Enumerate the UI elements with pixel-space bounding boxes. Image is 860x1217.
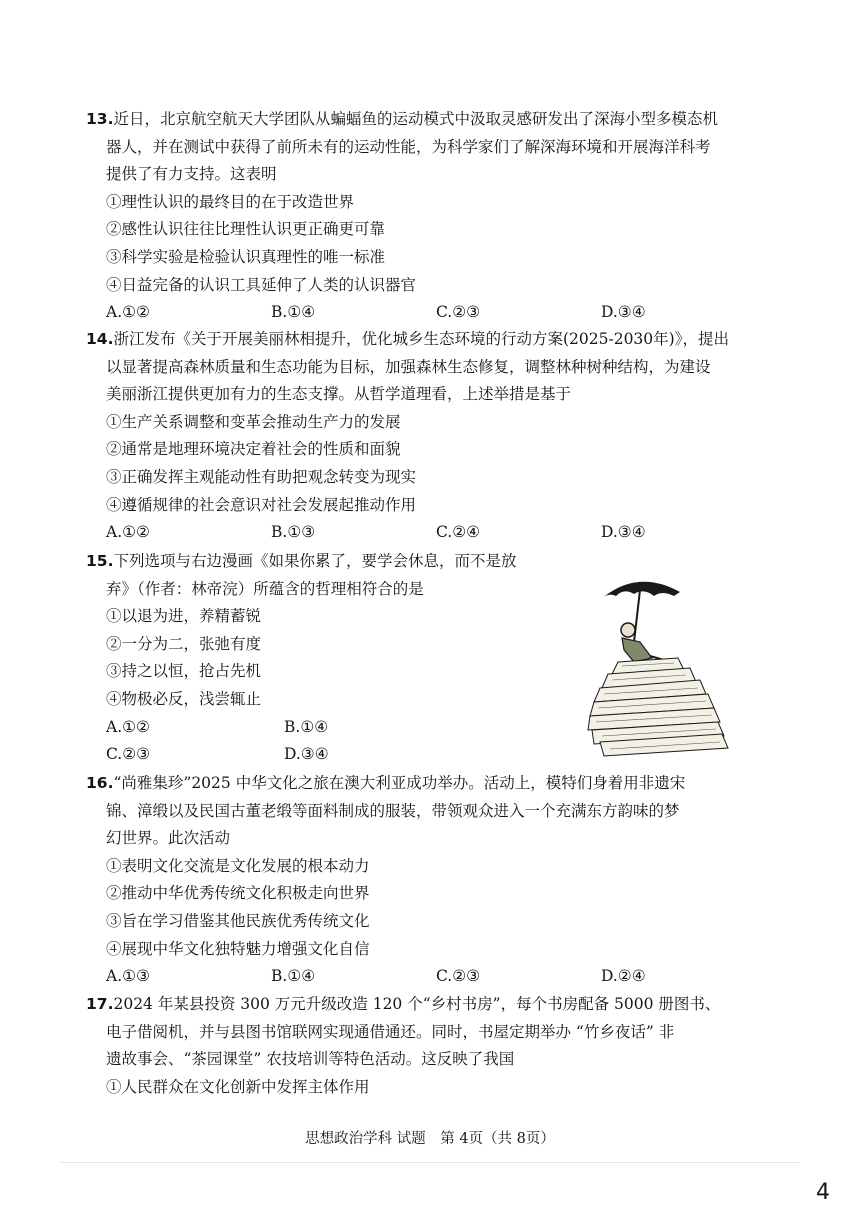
option-c[interactable]: C.②③ (106, 745, 151, 764)
question-stem: 13.近日，北京航空航天大学团队从蝙蝠鱼的运动模式中汲取灵感研发出了深海小型多模态机 器人，并在测试中获得了前所未有的运动性能，为科学家们了解深海环境和开展海洋科考 提供了有力支持。这表明 (86, 110, 718, 184)
statement-1: ①人民群众在文化创新中发挥主体作用 (106, 1077, 370, 1096)
option-a[interactable]: A.①② (106, 717, 150, 736)
statement-4: ④展现中华文化独特魅力增强文化自信 (106, 939, 370, 958)
statement-3: ③旨在学习借鉴其他民族优秀传统文化 (106, 911, 370, 930)
option-d[interactable]: D.③④ (284, 745, 329, 764)
question-number: 17. (86, 995, 114, 1013)
answer-options (86, 519, 766, 547)
question-15 (86, 548, 566, 769)
option-a[interactable]: A.①② (106, 523, 150, 542)
answer-options-row-2 (86, 741, 566, 769)
option-b[interactable]: B.①④ (284, 717, 329, 736)
statement-4: ④物极必反，浅尝辄止 (106, 689, 262, 708)
statement-3: ③正确发挥主观能动性有助把观念转变为现实 (106, 467, 417, 486)
statement-3: ③持之以恒，抢占先机 (106, 662, 262, 681)
option-d[interactable]: D.②④ (601, 967, 646, 986)
question-16 (86, 770, 766, 991)
question-stem: 15.下列选项与右边漫画《如果你累了，要学会休息，而不是放 弃》（作者：林帝浣）所蕴含的哲理相符合的是 (86, 552, 517, 598)
divider (60, 1162, 800, 1163)
statement-1: ①以退为进，养精蓄锐 (106, 607, 262, 626)
statement-4: ④遵循规律的社会意识对社会发展起推动作用 (106, 495, 417, 514)
cartoon-illustration (582, 570, 732, 760)
statement-2: ②通常是地理环境决定着社会的性质和面貌 (106, 440, 401, 459)
option-b[interactable]: B.①④ (271, 967, 316, 986)
option-c[interactable]: C.②③ (436, 967, 481, 986)
option-d[interactable]: D.③④ (601, 523, 646, 542)
answer-options (86, 299, 766, 327)
option-a[interactable]: A.①③ (106, 967, 150, 986)
option-c[interactable]: C.②④ (436, 523, 481, 542)
statement-2: ②推动中华优秀传统文化积极走向世界 (106, 884, 370, 903)
question-stem: 14.浙江发布《关于开展美丽林相提升，优化城乡生态环境的行动方案(2025-2030年)》，提出 以显著提高森林质量和生态功能为目标，加强森林生态修复，调整林种树种结构，为建设 美丽浙江提供更加有力的生态支撑。从哲学道理看，上述举措是基于 (86, 330, 729, 404)
option-a[interactable]: A.①② (106, 303, 150, 322)
page-footer: 思想政治学科 试题 第 4页（共 8页） (305, 1131, 555, 1147)
question-number: 16. (86, 774, 114, 792)
statement-3: ③科学实验是检验认识真理性的唯一标准 (106, 247, 386, 266)
statement-1: ①理性认识的最终目的在于改造世界 (106, 192, 355, 211)
option-b[interactable]: B.①③ (271, 523, 316, 542)
question-stem: 16.“尚雅集珍”2025 中华文化之旅在澳大利亚成功举办。活动上，模特们身着用非遗宋 锦、漳缎以及民国古董老缎等面料制成的服装，带领观众进入一个充满东方韵味的梦 幻世界。此次活动 (86, 774, 686, 848)
page-number: 4 (816, 1180, 830, 1205)
statement-1: ①表明文化交流是文化发展的根本动力 (106, 856, 370, 875)
question-stem: 17.2024 年某县投资 300 万元升级改造 120 个“乡村书房”，每个书房配备 5000 册图书、 电子借阅机，并与县图书馆联网实现通借通还。同时，书屋定期举办 “竹乡夜话” 非 遗故事会、“茶园课堂” 农技培训等特色活动。这反映了我国 (86, 995, 721, 1069)
question-number: 15. (86, 552, 114, 570)
answer-options-row-1 (86, 714, 566, 742)
answer-options (86, 963, 766, 991)
statement-2: ②一分为二，张弛有度 (106, 634, 262, 653)
option-d[interactable]: D.③④ (601, 303, 646, 322)
statement-4: ④日益完备的认识工具延伸了人类的认识器官 (106, 275, 417, 294)
statement-2: ②感性认识往往比理性认识更正确更可靠 (106, 220, 386, 239)
option-b[interactable]: B.①④ (271, 303, 316, 322)
question-number: 13. (86, 110, 114, 128)
question-13 (86, 106, 766, 327)
question-number: 14. (86, 330, 114, 348)
question-17 (86, 991, 766, 1101)
question-14 (86, 326, 766, 547)
option-c[interactable]: C.②③ (436, 303, 481, 322)
statement-1: ①生产关系调整和变革会推动生产力的发展 (106, 412, 401, 431)
